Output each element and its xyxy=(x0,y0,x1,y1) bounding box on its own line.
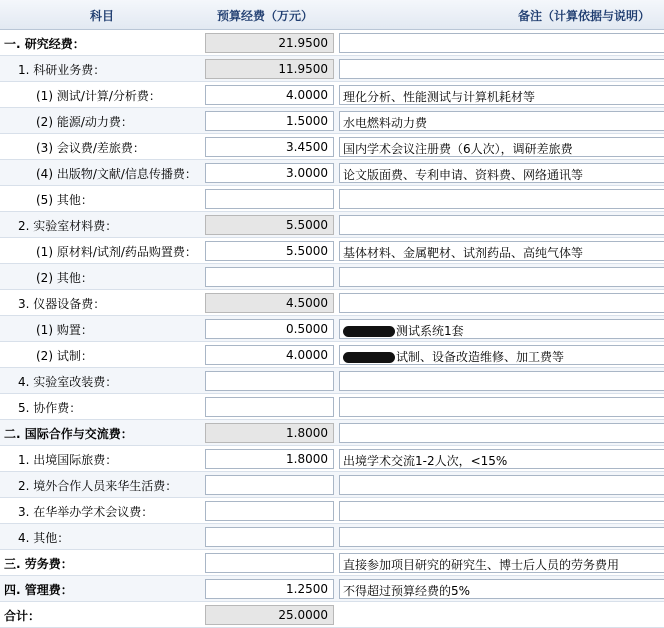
note-input[interactable] xyxy=(339,293,664,313)
amount-input[interactable]: 1.8000 xyxy=(205,449,334,469)
amount-input[interactable]: 5.5000 xyxy=(205,241,334,261)
note-text: 测试系统1套 xyxy=(396,324,464,338)
note-input[interactable]: 直接参加项目研究的研究生、博士后人员的劳务费用 xyxy=(339,553,664,573)
note-input[interactable]: 出境学术交流1-2人次，<15% xyxy=(339,449,664,469)
note-input[interactable] xyxy=(339,345,664,365)
note-input[interactable]: 论文版面费、专利申请、资料费、网络通讯等 xyxy=(339,163,664,183)
amount-field-readonly: 11.9500 xyxy=(205,59,334,79)
table-row xyxy=(0,186,664,212)
table-row xyxy=(0,550,664,576)
redaction-mark xyxy=(343,352,395,363)
note-text: 试制、设备改造维修、加工费等 xyxy=(396,350,565,364)
row-label: (1) 原材料/试剂/药品购置费： xyxy=(36,245,197,259)
row-label: (4) 出版物/文献/信息传播费： xyxy=(36,167,197,181)
note-input[interactable] xyxy=(339,33,664,53)
row-label: (5) 其他： xyxy=(36,193,93,207)
table-row xyxy=(0,238,664,264)
table-row xyxy=(0,394,664,420)
row-label: 4. 其他： xyxy=(18,531,70,545)
table-row xyxy=(0,498,664,524)
row-label: (1) 测试/计算/分析费： xyxy=(36,89,161,103)
amount-input[interactable] xyxy=(205,553,334,573)
amount-field-readonly: 1.8000 xyxy=(205,423,334,443)
row-label: 一. 研究经费： xyxy=(4,37,85,51)
row-label: (2) 其他： xyxy=(36,271,93,285)
note-input[interactable] xyxy=(339,59,664,79)
row-label: 2. 境外合作人员来华生活费： xyxy=(18,479,178,493)
note-input[interactable]: 基体材料、金属靶材、试剂药品、高纯气体等 xyxy=(339,241,664,261)
table-row xyxy=(0,264,664,290)
amount-input[interactable]: 3.4500 xyxy=(205,137,334,157)
amount-input[interactable] xyxy=(205,189,334,209)
note-input[interactable]: 国内学术会议注册费（6人次），调研差旅费 xyxy=(339,137,664,157)
row-label: 三. 劳务费： xyxy=(4,557,73,571)
amount-field-readonly: 4.5000 xyxy=(205,293,334,313)
note-input[interactable] xyxy=(339,501,664,521)
note-input[interactable] xyxy=(339,319,664,339)
amount-input[interactable] xyxy=(205,267,334,287)
note-input[interactable] xyxy=(339,215,664,235)
table-row xyxy=(0,82,664,108)
table-row xyxy=(0,524,664,550)
note-input[interactable] xyxy=(339,527,664,547)
row-label: 2. 实验室材料费： xyxy=(18,219,118,233)
amount-input[interactable] xyxy=(205,475,334,495)
note-column-header: 备注（计算依据与说明） xyxy=(518,9,651,23)
row-label: 二. 国际合作与交流费： xyxy=(4,427,133,441)
total-label: 合计： xyxy=(4,609,41,623)
table-row xyxy=(0,368,664,394)
table-row xyxy=(0,30,664,56)
note-input[interactable] xyxy=(339,267,664,287)
table-row-total xyxy=(0,602,664,628)
table-row xyxy=(0,134,664,160)
table-row xyxy=(0,446,664,472)
amount-field-readonly: 21.9500 xyxy=(205,33,334,53)
total-amount-readonly: 25.0000 xyxy=(205,605,334,625)
note-input[interactable] xyxy=(339,475,664,495)
row-label: (2) 能源/动力费： xyxy=(36,115,133,129)
table-row xyxy=(0,472,664,498)
amount-input[interactable] xyxy=(205,397,334,417)
table-row xyxy=(0,420,664,446)
note-input[interactable] xyxy=(339,189,664,209)
table-row xyxy=(0,56,664,82)
row-label: 3. 仪器设备费： xyxy=(18,297,106,311)
note-input[interactable] xyxy=(339,371,664,391)
amount-field-readonly: 5.5000 xyxy=(205,215,334,235)
row-label: 1. 出境国际旅费： xyxy=(18,453,118,467)
note-input[interactable]: 理化分析、性能测试与计算机耗材等 xyxy=(339,85,664,105)
redaction-mark xyxy=(343,326,395,337)
row-label: 5. 协作费： xyxy=(18,401,82,415)
row-label: 4. 实验室改装费： xyxy=(18,375,118,389)
note-input[interactable]: 不得超过预算经费的5% xyxy=(339,579,664,599)
table-row xyxy=(0,108,664,134)
row-label: 3. 在华举办学术会议费： xyxy=(18,505,154,519)
amount-input[interactable]: 4.0000 xyxy=(205,85,334,105)
amount-input[interactable]: 4.0000 xyxy=(205,345,334,365)
table-row xyxy=(0,290,664,316)
note-input[interactable]: 水电燃料动力费 xyxy=(339,111,664,131)
budget-column-header: 预算经费（万元） xyxy=(217,9,314,23)
table-row xyxy=(0,212,664,238)
row-label: 1. 科研业务费： xyxy=(18,63,106,77)
table-row xyxy=(0,576,664,602)
table-row xyxy=(0,316,664,342)
row-label: (1) 购置： xyxy=(36,323,93,337)
amount-input[interactable]: 3.0000 xyxy=(205,163,334,183)
amount-input[interactable] xyxy=(205,501,334,521)
subject-column-header: 科目 xyxy=(90,9,115,23)
row-label: (3) 会议费/差旅费： xyxy=(36,141,145,155)
amount-input[interactable] xyxy=(205,371,334,391)
row-label: 四. 管理费： xyxy=(4,583,73,597)
row-label: (2) 试制： xyxy=(36,349,93,363)
amount-input[interactable]: 1.5000 xyxy=(205,111,334,131)
amount-input[interactable]: 1.2500 xyxy=(205,579,334,599)
amount-input[interactable]: 0.5000 xyxy=(205,319,334,339)
table-row xyxy=(0,342,664,368)
note-input[interactable] xyxy=(339,397,664,417)
note-input[interactable] xyxy=(339,423,664,443)
amount-input[interactable] xyxy=(205,527,334,547)
table-row xyxy=(0,160,664,186)
table-header xyxy=(0,0,664,30)
